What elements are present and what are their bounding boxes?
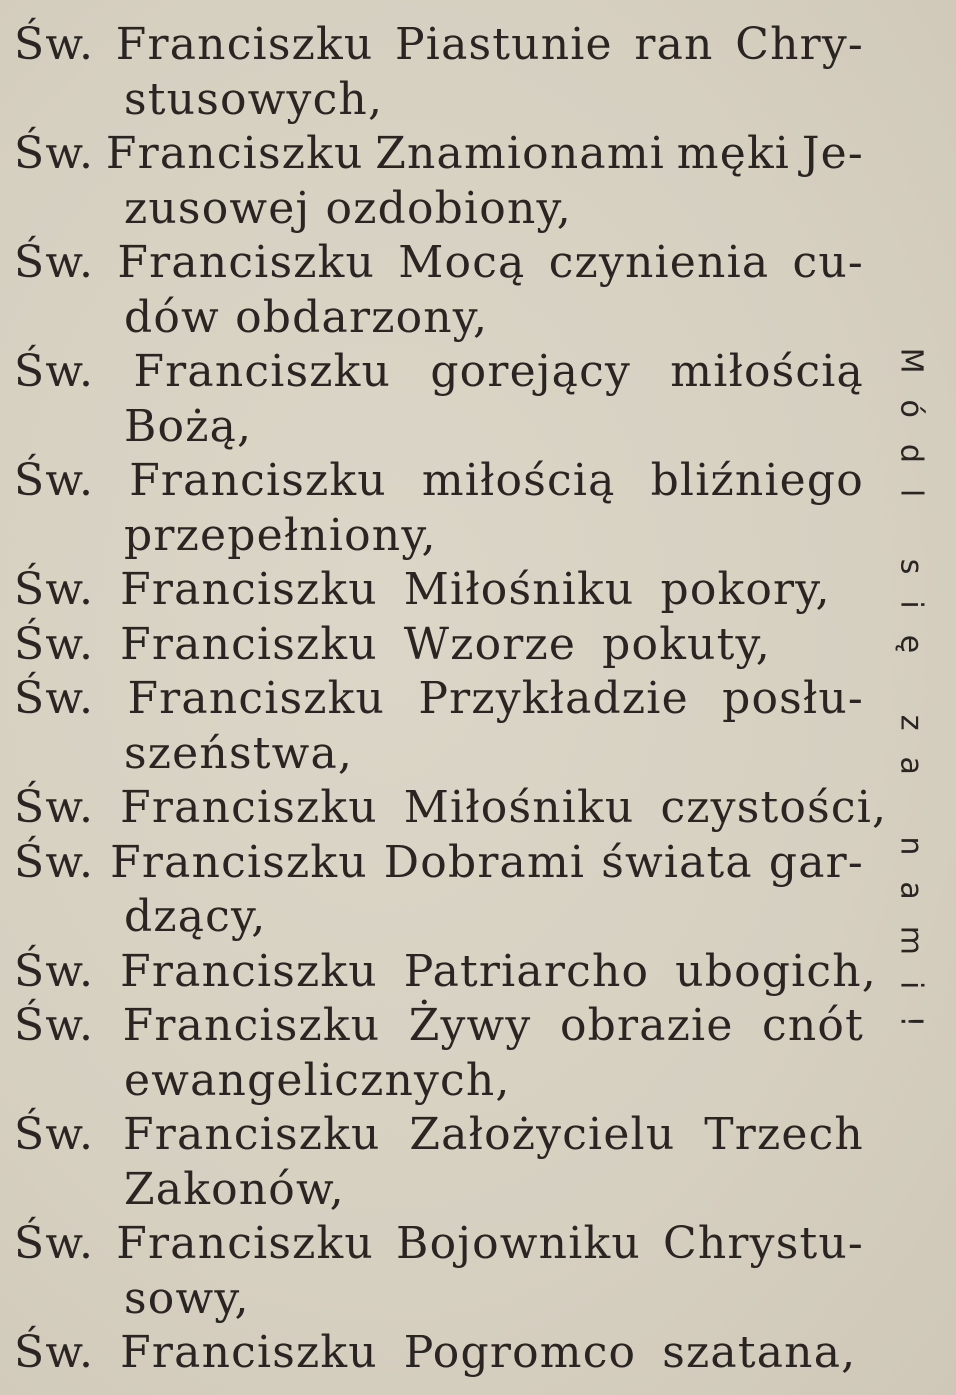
entry-word: Franciszku	[120, 782, 378, 833]
entry-continuation: Bożą,	[124, 400, 253, 452]
entry-word: Franciszku	[120, 1327, 378, 1378]
entry-word: Franciszku	[110, 836, 368, 888]
entry-word: Dobrami	[383, 836, 586, 888]
entry-word: miłością	[421, 455, 616, 506]
entry-word: Franciszku	[127, 673, 386, 724]
response-text: Módl się za nami!	[893, 347, 929, 1053]
entry-continuation: sowy,	[124, 1272, 250, 1324]
entry-continuation: ewangelicznych,	[124, 1054, 511, 1106]
entry-word: Znamionami	[375, 128, 666, 179]
entry-first-line	[14, 1326, 864, 1381]
entry-word: pokory,	[660, 564, 831, 615]
entry-word: Franciszku	[120, 618, 378, 670]
entry-continuation: zusowej ozdobiony,	[124, 182, 572, 234]
entry-prefix: Św.	[14, 1218, 95, 1269]
entry-word: obrazie	[559, 1000, 734, 1051]
entry-word: cnót	[762, 1000, 864, 1051]
entry-word: Franciszku	[122, 1000, 381, 1051]
entry-prefix: Św.	[14, 618, 95, 670]
entry-word: ubogich,	[675, 945, 877, 997]
litany-entry	[14, 836, 864, 945]
entry-prefix: Św.	[14, 128, 95, 179]
entry-word: Pogromco	[403, 1327, 637, 1378]
entry-word: Miłośniku	[403, 564, 635, 615]
litany-entry	[14, 18, 864, 127]
entry-word: świata	[601, 836, 753, 888]
entry-first-line	[14, 236, 864, 291]
entry-prefix: Św.	[14, 945, 95, 997]
entry-word: Franciszku	[117, 237, 376, 288]
entry-word: Chrystu-	[663, 1218, 864, 1269]
entry-word: gar-	[768, 836, 864, 888]
entry-first-line	[14, 999, 864, 1054]
entry-word: cu-	[792, 237, 864, 288]
entry-prefix: Św.	[14, 237, 95, 288]
litany-entry	[14, 563, 864, 618]
entry-first-line	[14, 618, 864, 673]
entry-word: Bojowniku	[396, 1218, 641, 1269]
litany-entry	[14, 945, 877, 1000]
entry-prefix: Św.	[14, 564, 95, 615]
entry-word: czystości,	[660, 782, 888, 833]
entry-word: Je-	[801, 128, 864, 179]
entry-first-line	[14, 345, 864, 400]
entry-first-line	[14, 672, 864, 727]
litany-entry	[14, 999, 864, 1108]
entry-word: Mocą	[398, 237, 526, 288]
entry-word: szatana,	[662, 1327, 857, 1378]
entry-word: Piastunie	[395, 19, 613, 70]
entry-word: Chry-	[735, 19, 864, 70]
litany-entry	[14, 345, 864, 454]
entry-prefix: Św.	[14, 836, 95, 888]
entry-continuation: stusowych,	[124, 73, 384, 125]
entry-prefix: Św.	[14, 782, 95, 833]
entry-word: męki	[676, 128, 791, 179]
entry-first-line	[14, 18, 864, 73]
entry-word: Patriarcho	[403, 945, 650, 997]
entry-prefix: Św.	[14, 19, 95, 70]
entry-continuation: dów obdarzony,	[124, 291, 489, 343]
entry-first-line	[14, 945, 877, 1000]
litany-text	[14, 18, 888, 1381]
entry-word: Założycielu	[409, 1109, 676, 1160]
entry-word: ran	[634, 19, 714, 70]
litany-entry	[14, 1108, 864, 1217]
entry-continuation: szeństwa,	[124, 727, 354, 779]
entry-first-line	[14, 1108, 864, 1163]
entry-prefix: Św.	[14, 1327, 95, 1378]
entry-continuation: dzący,	[124, 891, 267, 942]
entry-word: Miłośniku	[403, 782, 635, 833]
entry-word: Franciszku	[120, 945, 378, 997]
entry-first-line	[14, 563, 864, 618]
litany-entry	[14, 127, 864, 236]
litany-entry	[14, 1326, 864, 1381]
entry-first-line	[14, 1217, 864, 1272]
entry-word: Franciszku	[105, 128, 364, 179]
litany-entry	[14, 618, 864, 673]
entry-continuation: przepełniony,	[124, 509, 437, 561]
entry-prefix: Św.	[14, 673, 95, 724]
entry-word: posłu-	[722, 673, 864, 724]
entry-word: Franciszku	[133, 346, 392, 397]
entry-first-line	[14, 454, 864, 509]
litany-entry	[14, 672, 864, 781]
litany-entry	[14, 781, 888, 836]
entry-word: czynienia	[548, 237, 770, 288]
entry-word: Franciszku	[120, 564, 378, 615]
entry-first-line	[14, 836, 864, 891]
entry-prefix: Św.	[14, 1000, 95, 1051]
entry-word: miłością	[670, 346, 864, 397]
entry-word: Żywy	[408, 1000, 532, 1051]
litany-entry	[14, 236, 864, 345]
entry-prefix: Św.	[14, 346, 95, 397]
entry-word: Franciszku	[129, 455, 387, 506]
entry-word: pokuty,	[602, 618, 771, 670]
entry-first-line	[14, 127, 864, 182]
entry-word: bliźniego	[650, 455, 864, 506]
response-column	[886, 300, 936, 1100]
entry-word: Wzorze	[403, 618, 577, 670]
entry-word: Przykładzie	[418, 673, 689, 724]
entry-first-line	[14, 781, 888, 836]
entry-word: Franciszku	[116, 1218, 374, 1269]
entry-word: gorejący	[430, 346, 632, 397]
entry-prefix: Św.	[14, 455, 95, 506]
entry-word: Franciszku	[115, 19, 374, 70]
entry-word: Franciszku	[122, 1109, 381, 1160]
entry-prefix: Św.	[14, 1109, 95, 1160]
litany-entry	[14, 454, 864, 563]
entry-word: Trzech	[704, 1109, 864, 1160]
litany-entry	[14, 1217, 864, 1326]
entry-continuation: Zakonów,	[124, 1163, 345, 1215]
